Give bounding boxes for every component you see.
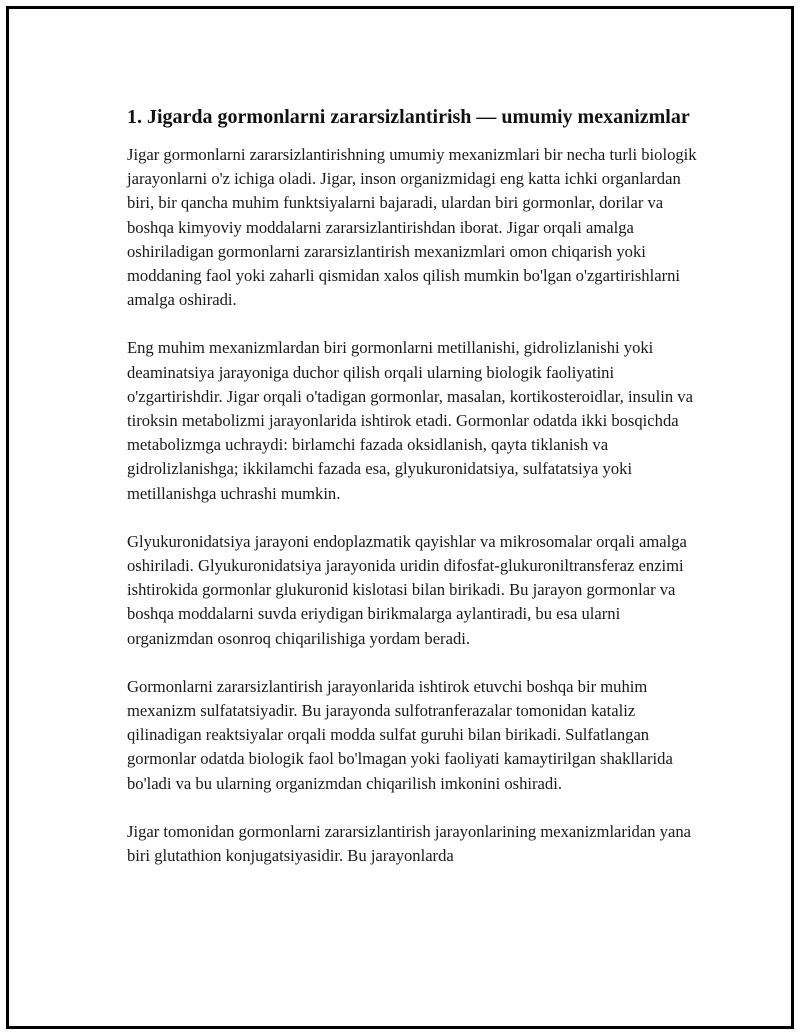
- paragraph: Jigar gormonlarni zararsizlantirishning umumiy mexanizmlari bir necha turli biologik jarayonlarni o'z ichiga oladi. Jigar, inson organizmidagi eng katta ichki organlardan biri, bir qancha muhim funktsiyalarni bajaradi, ulardan biri gormonlar, dorilar va boshqa kimyoviy moddalarni zararsizlantirishdan iborat. Jigar orqali amalga oshiriladigan gormonlarni zararsizlantirish mexanizmlari omon chiqarish yoki moddaning faol yoki zaharli qismidan xalos qilish mumkin bo'lgan o'zgartirishlarni amalga oshiradi.: [127, 145, 697, 310]
- paragraph: Jigar tomonidan gormonlarni zararsizlantirish jarayonlarining mexanizmlaridan yana biri glutathion konjugatsiyasidir. Bu jarayonlarda: [127, 821, 691, 866]
- paragraph: Eng muhim mexanizmlardan biri gormonlarni metillanishi, gidrolizlanishi yoki deaminatsiya jarayoniga duchor qilish orqali ularning biologik faoliyatini o'zgartirishdir. Jigar orqali o'tadigan gormonlar, masalan, kortikosteroidlar, insulin va tiroksin metabolizmi jarayonlarida ishtirok etadi. Gormonlar odatda ikki bosqichda metabolizmga uchraydi: birlamchi fazada oksidlanish, qayta tiklanish va gidrolizlanishga; ikkilamchi fazada esa, glyukuronidatsiya, sulfatatsiya yoki metillanishga uchrashi mumkin.: [127, 338, 693, 503]
- page-frame: [6, 6, 794, 1029]
- paragraph: Glyukuronidatsiya jarayoni endoplazmatik qayishlar va mikrosomalar orqali amalga oshiriladi. Glyukuronidatsiya jarayonida uridin difosfat-glukuroniltransferaz enzimi ishtirokida gormonlar glukuronid kislotasi bilan birikadi. Bu jarayon gormonlar va boshqa moddalarni suvda eriydigan birikmalarga aylantiradi, bu esa ularni organizmdan osonroq chiqarilishiga yordam beradi.: [127, 531, 687, 648]
- document-body: [127, 103, 699, 892]
- paragraph: Gormonlarni zararsizlantirish jarayonlarida ishtirok etuvchi boshqa bir muhim mexanizm sulfatatsiyadir. Bu jarayonda sulfotranferazalar tomonidan kataliz qilinadigan reaktsiyalar orqali modda sulfat guruhi bilan birikadi. Sulfatlangan gormonlar odatda biologik faol bo'lmagan yoki faoliyati kamaytirilgan shakllarida bo'ladi va bu ularning organizmdan chiqarilish imkonini oshiradi.: [127, 676, 673, 793]
- section-heading: 1. Jigarda gormonlarni zararsizlantirish — umumiy mexanizmlar: [127, 106, 690, 128]
